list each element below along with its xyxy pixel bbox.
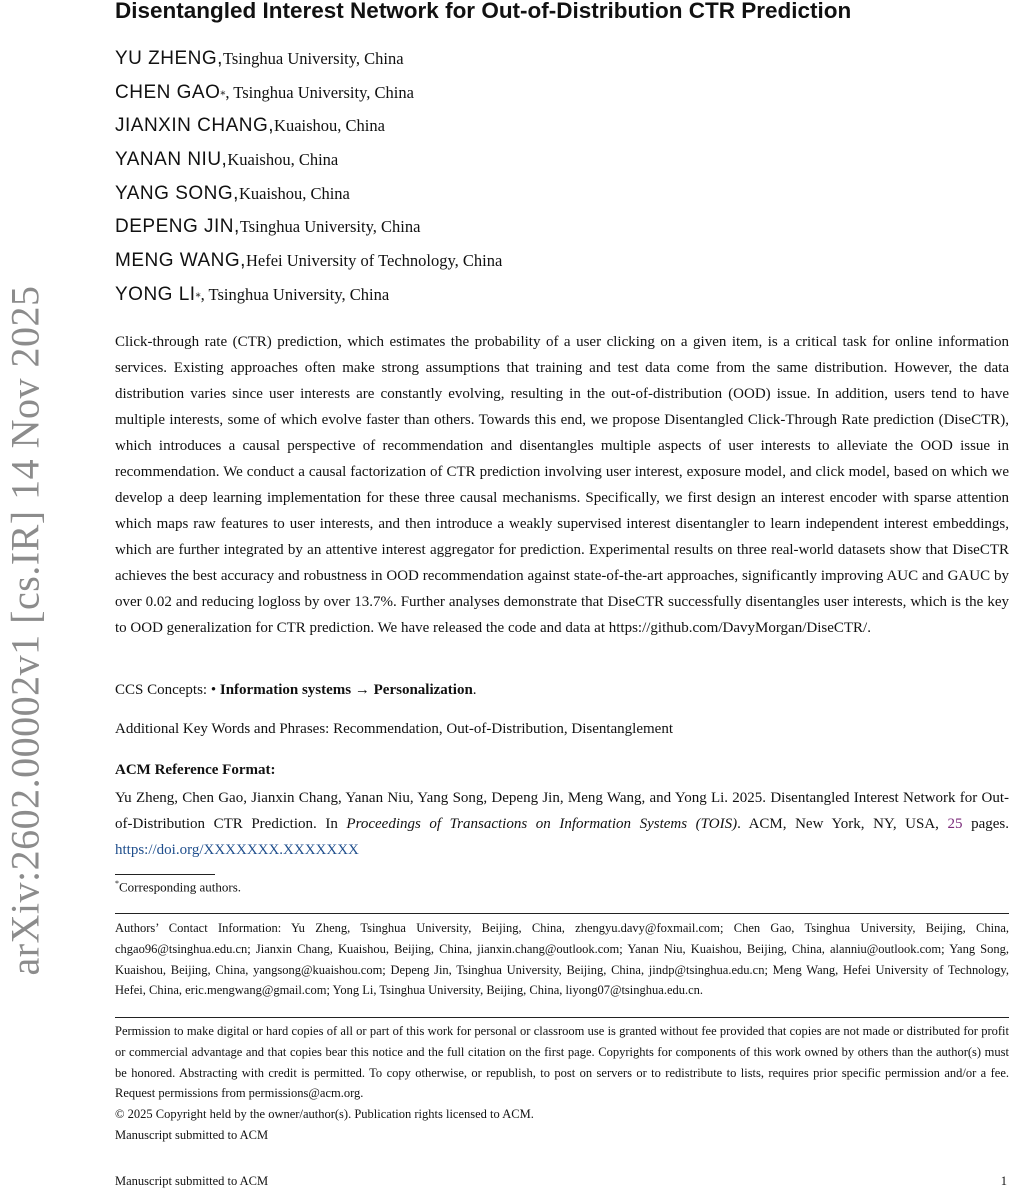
contact-info: Authors’ Contact Information: Yu Zheng, Tsinghua University, Beijing, China, zhengyu.davy@foxmail.com; Chen Gao, Tsinghua University, Beijing, China, chgao96@tsinghua.edu.cn; Jianxin Chang, Kuaishou, Beijing, China, jianxin.chang@outlook.com; Yanan Niu, Kuaishou, Beijing, China, alanniu@outlook.com; Yang Song, Kuaishou, Beijing, China, yangsong@kuaishou.com; Depeng Jin, Tsinghua University, Beijing, China, jindp@tsinghua.edu.cn; Meng Wang, Hefei University of Technology, Hefei, China, eric.mengwang@gmail.com; Yong Li, Tsinghua University, Beijing, China, liyong07@tsinghua.edu.cn. — [115, 921, 1009, 998]
footnote-text: Corresponding authors. — [119, 879, 242, 895]
author-affiliation: Hefei University of Technology, China — [245, 251, 503, 271]
author-entry — [115, 82, 502, 116]
ccs-bullet: • — [210, 682, 220, 698]
author-name: DEPENG JIN, — [115, 216, 240, 238]
author-name: CHEN GAO — [115, 81, 221, 103]
ccs-arrow: → — [351, 682, 374, 698]
arxiv-id-text: arXiv:2602.00002v1 [cs.IR] 14 Nov 2025 — [2, 284, 48, 976]
author-affiliation: Kuaishou, China — [274, 116, 385, 136]
footnote-mark: * — [115, 879, 119, 888]
author-entry — [115, 183, 502, 217]
keywords: Additional Key Words and Phrases: Recommendation, Out-of-Distribution, Disentanglement — [115, 721, 674, 737]
ccs-subconcept: Personalization — [373, 682, 473, 698]
author-mark: * — [220, 89, 226, 101]
footnote — [115, 879, 241, 895]
author-affiliation: Tsinghua University, China — [239, 217, 421, 237]
ccs-label: CCS Concepts: — [115, 682, 211, 698]
author-entry — [115, 48, 502, 82]
author-name: YONG LI — [115, 283, 196, 305]
author-name: MENG WANG, — [115, 250, 246, 272]
page-number: 1 — [1000, 1174, 1007, 1188]
paper-title: Disentangled Interest Network for Out-of-Distribution CTR Prediction — [115, 0, 852, 23]
author-affiliation: , Tsinghua University, China — [200, 284, 390, 304]
author-mark: * — [195, 291, 201, 303]
author-affiliation: , Tsinghua University, China — [225, 82, 414, 102]
author-entry — [115, 284, 502, 318]
author-entry — [115, 115, 502, 149]
author-name: YU ZHENG, — [115, 48, 223, 69]
footnote-rule — [115, 874, 215, 875]
acm-reference-venue: Proceedings of Transactions on Information Systems (TOIS) — [346, 816, 738, 832]
ccs-concept: Information systems — [219, 682, 352, 698]
divider — [115, 913, 1009, 914]
permission-notice: Permission to make digital or hard copies of all or part of this work for personal or classroom use is granted without fee provided that copies are not made or distributed for profit or commercial advantage and that copies bear this notice and the full citation on the first page. Copyrights for components of this work owned by others than the author(s) must be honored. Abstracting with credit is permitted. To copy otherwise, or republish, to post on servers or to redistribute to lists, requires prior specific permission and/or a fee. Request permissions from permissions@acm.org. — [115, 1024, 1009, 1101]
author-name: YANG SONG, — [115, 182, 239, 204]
pages-word: pages. — [962, 816, 1009, 832]
submission-note: Manuscript submitted to ACM — [115, 1128, 269, 1142]
copyright-notice: © 2025 Copyright held by the owner/author(s). Publication rights licensed to ACM. — [115, 1107, 534, 1121]
page-footer-left: Manuscript submitted to ACM — [115, 1174, 269, 1188]
divider — [115, 1017, 1009, 1018]
author-entry — [115, 149, 502, 183]
acm-reference — [115, 785, 1009, 863]
author-list — [115, 48, 502, 318]
ccs-end: . — [472, 682, 477, 698]
doi-link[interactable]: https://doi.org/XXXXXXX.XXXXXXX — [115, 842, 359, 858]
author-entry — [115, 216, 502, 250]
acm-reference-heading: ACM Reference Format: — [115, 762, 276, 778]
ccs-concepts — [115, 682, 477, 699]
author-name: YANAN NIU, — [115, 149, 228, 171]
author-name: JIANXIN CHANG, — [115, 115, 275, 137]
abstract: Click-through rate (CTR) prediction, which estimates the probability of a user clicking on a given item, is a critical task for online information services. Existing approaches often make strong assumptions that training and test data come from the same distribution. However, the data distribution varies since user interests are constantly evolving, resulting in the out-of-distribution (OOD) issue. In addition, users tend to have multiple interests, some of which evolve faster than others. Towards this end, we propose Disentangled Click-Through Rate prediction (DiseCTR), which introduces a causal perspective of recommendation and disentangles multiple aspects of user interests to alleviate the OOD issue in recommendation. We conduct a causal factorization of CTR prediction involving user interest, exposure model, and click model, based on which we develop a deep learning implementation for these three causal mechanisms. Specifically, we first design an interest encoder with sparse attention which maps raw features to user interests, and then introduce a weakly supervised interest disentangler to learn independent interest embeddings, which are further integrated by an attentive interest aggregator for prediction. Experimental results on three real-world datasets show that DiseCTR achieves the best accuracy and robustness in OOD recommendation against state-of-the-art approaches, significantly improving AUC and GAUC by over 0.02 and reducing logloss by over 13.7%. Further analyses demonstrate that DiseCTR successfully disentangles user interests, which is the key to OOD generalization for CTR prediction. We have released the code and data at https://github.com/DavyMorgan/DiseCTR/. — [115, 334, 1009, 636]
acm-reference-text: Yu Zheng, Chen Gao, Jianxin Chang, Yanan Niu, Yang Song, Depeng Jin, Meng Wang, and Yong Li. 2025. Disentangled Interest Network for Out-of-Distribution CTR Prediction. In — [115, 790, 1009, 832]
author-entry — [115, 250, 502, 284]
acm-reference-publisher: . ACM, New York, NY, USA, — [737, 816, 948, 832]
author-affiliation: Kuaishou, China — [227, 150, 339, 170]
arxiv-stamp — [0, 270, 50, 990]
page-count-link[interactable]: 25 — [947, 816, 963, 832]
author-affiliation: Kuaishou, China — [238, 183, 350, 203]
author-affiliation: Tsinghua University, China — [222, 49, 404, 68]
